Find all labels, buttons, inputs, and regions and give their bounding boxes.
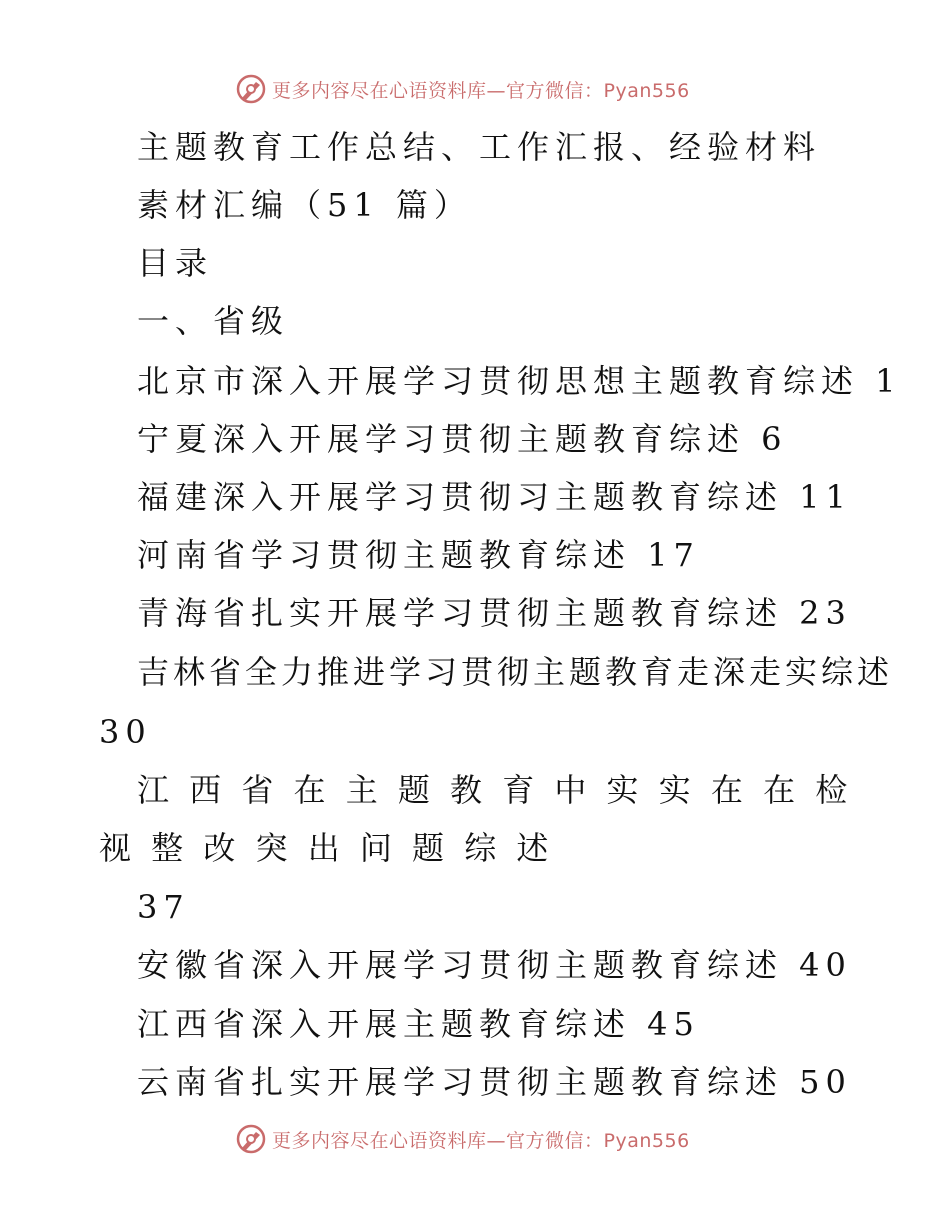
contents-heading: 目录 xyxy=(137,244,214,282)
toc-item-page[interactable]: 30 xyxy=(99,713,152,751)
toc-item[interactable]: 安徽省深入开展学习贯彻主题教育综述 40 xyxy=(137,946,852,984)
toc-item[interactable]: 江西省深入开展主题教育综述 45 xyxy=(137,1005,700,1043)
toc-item[interactable]: 福建深入开展学习贯彻习主题教育综述 11 xyxy=(137,478,852,516)
toc-item[interactable]: 北京市深入开展学习贯彻思想主题教育综述 1 xyxy=(137,362,902,400)
toc-item[interactable]: 青海省扎实开展学习贯彻主题教育综述 23 xyxy=(137,594,852,632)
quill-logo-icon xyxy=(236,1124,266,1154)
toc-item[interactable]: 云南省扎实开展学习贯彻主题教育综述 50 xyxy=(137,1063,852,1101)
toc-item[interactable]: 吉林省全力推进学习贯彻主题教育走深走实综述 xyxy=(137,653,894,691)
toc-item[interactable]: 宁夏深入开展学习贯彻主题教育综述 6 xyxy=(137,420,788,458)
watermark-text: 更多内容尽在心语资料库—官方微信：Pyan556 xyxy=(272,1129,690,1152)
toc-item[interactable]: 河南省学习贯彻主题教育综述 17 xyxy=(137,536,700,574)
toc-item[interactable]: 江 西 省 在 主 题 教 育 中 实 实 在 在 检 xyxy=(137,771,853,809)
watermark-text: 更多内容尽在心语资料库—官方微信：Pyan556 xyxy=(272,79,690,102)
section-heading: 一、省级 xyxy=(137,302,290,340)
document-title-line-1: 主题教育工作总结、工作汇报、经验材料 xyxy=(137,128,822,166)
toc-item-page[interactable]: 37 xyxy=(137,888,190,926)
toc-item[interactable]: 视 整 改 突 出 问 题 综 述 xyxy=(99,829,554,867)
watermark-header xyxy=(236,74,690,104)
watermark-footer xyxy=(236,1124,690,1154)
quill-logo-icon xyxy=(236,74,266,104)
document-title-line-2: 素材汇编（51 篇） xyxy=(137,186,472,224)
